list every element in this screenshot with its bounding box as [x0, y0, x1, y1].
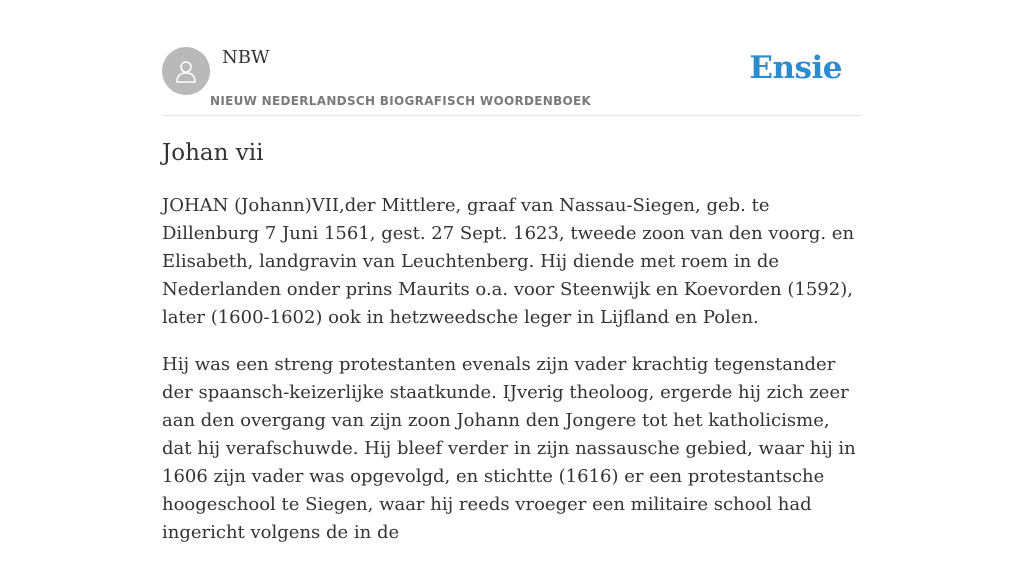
- author-avatar[interactable]: [162, 47, 210, 95]
- article-title: Johan vii: [162, 140, 264, 166]
- ensie-logo[interactable]: Ensie: [749, 50, 842, 86]
- article-paragraph: JOHAN (Johann)VII,der Mittlere, graaf van Nassau-Siegen, geb. te Dillenburg 7 Juni 1561, gest. 27 Sept. 1623, tweede zoon van den voorg. en Elisabeth, landgravin van Leuchtenberg. Hij diende met roem in de Nederlanden onder prins Maurits o.a. voor Steenwijk en Koevorden (1592), later (1600-1602) ook in hetzweedsche leger in Lijfland en Polen.: [162, 195, 855, 328]
- source-title[interactable]: NIEUW NEDERLANDSCH BIOGRAFISCH WOORDENBOEK: [210, 94, 592, 108]
- user-icon: [172, 57, 200, 85]
- article-header: [162, 0, 862, 116]
- author-name[interactable]: NBW: [222, 47, 270, 68]
- article-paragraph: Hij was een streng protestanten evenals zijn vader krachtig tegenstander der spaansch-keizerlijke staatkunde. IJverig theoloog, ergerde hij zich zeer aan den overgang van zijn zoon Johann den Jongere tot het katholicisme, dat hij verafschuwde. Hij bleef verder in zijn nassausche gebied, waar hij in 1606 zijn vader was opgevolgd, en stichtte (1616) er een protestantsche hoogeschool te Siegen, waar hij reeds vroeger een militaire school had ingericht volgens de in de: [162, 354, 856, 543]
- page-container: [162, 0, 862, 543]
- article-body: [162, 192, 862, 566]
